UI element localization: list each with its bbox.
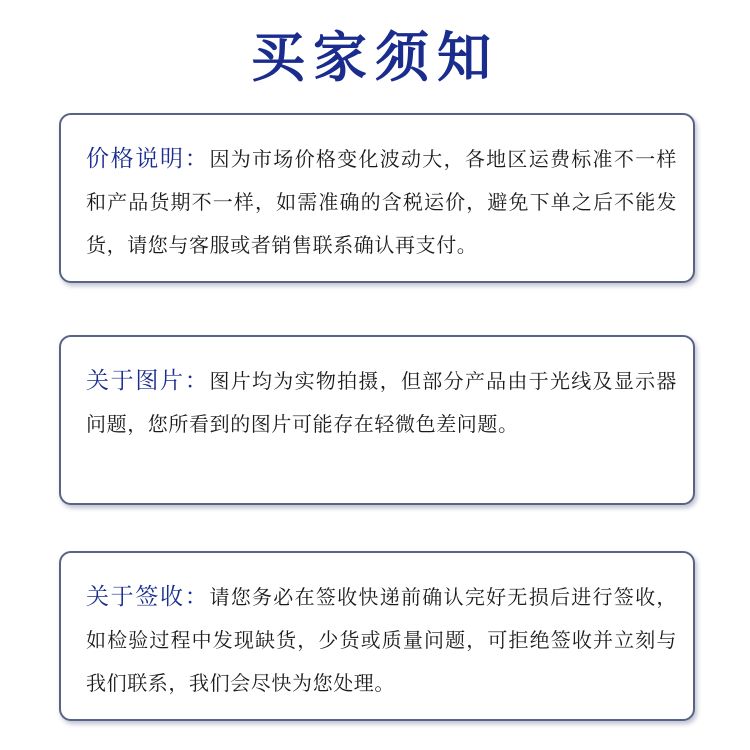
notice-card-images: [59, 335, 695, 505]
notice-text-images: [86, 360, 677, 446]
notice-body-price: 因为市场价格变化波动大，各地区运费标准不一样和产品货期不一样，如需准确的含税运价，避免下单之后不能发货，请您与客服或者销售联系确认再支付。: [86, 147, 678, 257]
notice-body-signing: 请您务必在签收快递前确认完好无损后进行签收，如检验过程中发现缺货，少货或质量问题，可拒绝签收并立刻与我们联系，我们会尽快为您处理。: [86, 585, 678, 695]
notice-heading-signing: 关于签收：: [86, 584, 210, 610]
notice-body-images: 图片均为实物拍摄，但部分产品由于光线及显示器问题，您所看到的图片可能存在轻微色差问题。: [86, 369, 678, 436]
notice-heading-price: 价格说明：: [86, 146, 210, 172]
notice-card-signing: [59, 551, 695, 721]
page-title: 买家须知: [251, 25, 499, 89]
notice-heading-images: 关于图片：: [86, 368, 210, 394]
notice-text-signing: [86, 576, 677, 705]
notice-text-price: [86, 138, 677, 267]
notice-card-price: [59, 113, 695, 283]
